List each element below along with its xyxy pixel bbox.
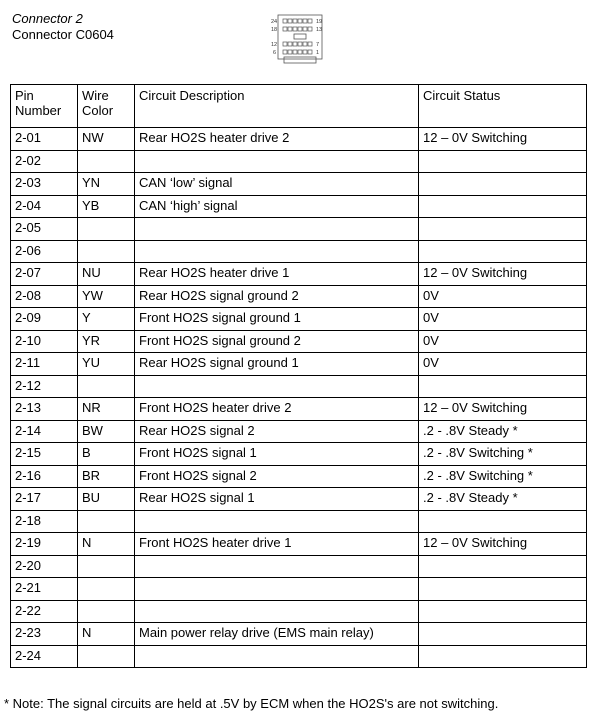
circuit-description-cell: Front HO2S signal 2 xyxy=(135,465,419,488)
circuit-status-cell xyxy=(419,195,587,218)
table-row xyxy=(11,353,587,376)
wire-color-cell xyxy=(78,578,135,601)
circuit-description-cell: Rear HO2S signal ground 2 xyxy=(135,285,419,308)
wire-color-cell xyxy=(78,645,135,668)
circuit-status-cell: 0V xyxy=(419,308,587,331)
pin-number-cell: 2-05 xyxy=(11,218,78,241)
wire-color-cell: BW xyxy=(78,420,135,443)
wire-color-cell xyxy=(78,218,135,241)
circuit-status-cell: 0V xyxy=(419,353,587,376)
pin-number-cell: 2-11 xyxy=(11,353,78,376)
circuit-description-cell xyxy=(135,510,419,533)
column-header-wire-color: Wire Color xyxy=(78,85,135,128)
table-row xyxy=(11,578,587,601)
circuit-description-cell: Rear HO2S heater drive 2 xyxy=(135,128,419,151)
circuit-status-cell: .2 - .8V Switching * xyxy=(419,465,587,488)
circuit-status-cell xyxy=(419,375,587,398)
circuit-status-cell xyxy=(419,623,587,646)
pin-number-cell: 2-12 xyxy=(11,375,78,398)
pin-number-cell: 2-08 xyxy=(11,285,78,308)
wire-color-cell: Y xyxy=(78,308,135,331)
column-header-pin-number: Pin Number xyxy=(11,85,78,128)
table-row xyxy=(11,600,587,623)
pin-number-cell: 2-07 xyxy=(11,263,78,286)
table-row xyxy=(11,420,587,443)
circuit-description-cell: CAN ‘low’ signal xyxy=(135,173,419,196)
table-row xyxy=(11,488,587,511)
circuit-status-cell xyxy=(419,173,587,196)
table-row xyxy=(11,128,587,151)
circuit-status-cell: 12 – 0V Switching xyxy=(419,263,587,286)
wire-color-cell: YN xyxy=(78,173,135,196)
circuit-status-cell xyxy=(419,600,587,623)
circuit-description-cell: Front HO2S heater drive 2 xyxy=(135,398,419,421)
wire-color-cell: NW xyxy=(78,128,135,151)
connector-title: Connector 2 xyxy=(12,11,83,26)
wire-color-cell: YR xyxy=(78,330,135,353)
circuit-status-cell: .2 - .8V Steady * xyxy=(419,488,587,511)
pin-number-cell: 2-23 xyxy=(11,623,78,646)
circuit-description-cell xyxy=(135,555,419,578)
wire-color-cell: B xyxy=(78,443,135,466)
pin-table xyxy=(10,84,587,668)
pin-number-cell: 2-10 xyxy=(11,330,78,353)
circuit-description-cell xyxy=(135,240,419,263)
circuit-description-cell: Front HO2S signal ground 1 xyxy=(135,308,419,331)
footnote: * Note: The signal circuits are held at .5V by ECM when the HO2S's are not switching. xyxy=(4,696,499,711)
table-header-row xyxy=(11,85,587,128)
circuit-description-cell xyxy=(135,218,419,241)
pin-label: 19 xyxy=(316,19,323,25)
table-row xyxy=(11,173,587,196)
table-row xyxy=(11,555,587,578)
pin-label: 12 xyxy=(271,42,278,48)
table-row xyxy=(11,375,587,398)
wire-color-cell: YW xyxy=(78,285,135,308)
pin-number-cell: 2-03 xyxy=(11,173,78,196)
circuit-status-cell: 0V xyxy=(419,330,587,353)
table-row xyxy=(11,240,587,263)
pin-number-cell: 2-17 xyxy=(11,488,78,511)
pin-number-cell: 2-01 xyxy=(11,128,78,151)
pin-number-cell: 2-13 xyxy=(11,398,78,421)
circuit-status-cell xyxy=(419,645,587,668)
table-row xyxy=(11,263,587,286)
pin-number-cell: 2-06 xyxy=(11,240,78,263)
circuit-status-cell: 12 – 0V Switching xyxy=(419,398,587,421)
connector-pinout-diagram xyxy=(267,13,331,65)
table-row xyxy=(11,465,587,488)
table-row xyxy=(11,623,587,646)
pin-number-cell: 2-14 xyxy=(11,420,78,443)
circuit-status-cell xyxy=(419,240,587,263)
wire-color-cell: YU xyxy=(78,353,135,376)
table-row xyxy=(11,195,587,218)
table-row xyxy=(11,330,587,353)
circuit-description-cell: Front HO2S signal ground 2 xyxy=(135,330,419,353)
table-row xyxy=(11,285,587,308)
table-row xyxy=(11,533,587,556)
column-header-circuit-status: Circuit Status xyxy=(419,85,587,128)
pin-label: 13 xyxy=(316,27,323,33)
circuit-status-cell: 12 – 0V Switching xyxy=(419,533,587,556)
pin-number-cell: 2-02 xyxy=(11,150,78,173)
wire-color-cell: BR xyxy=(78,465,135,488)
table-row xyxy=(11,398,587,421)
connector-id: Connector C0604 xyxy=(12,27,114,42)
pin-number-cell: 2-24 xyxy=(11,645,78,668)
circuit-description-cell xyxy=(135,150,419,173)
circuit-description-cell: Front HO2S heater drive 1 xyxy=(135,533,419,556)
wire-color-cell xyxy=(78,555,135,578)
pin-label: 1 xyxy=(316,50,320,56)
circuit-description-cell: Front HO2S signal 1 xyxy=(135,443,419,466)
circuit-status-cell xyxy=(419,150,587,173)
pin-label: 6 xyxy=(273,50,277,56)
table-row xyxy=(11,150,587,173)
table-row xyxy=(11,308,587,331)
wire-color-cell xyxy=(78,375,135,398)
pin-label: 24 xyxy=(271,19,278,25)
circuit-status-cell: .2 - .8V Steady * xyxy=(419,420,587,443)
wire-color-cell: NR xyxy=(78,398,135,421)
pin-number-cell: 2-22 xyxy=(11,600,78,623)
circuit-status-cell: 12 – 0V Switching xyxy=(419,128,587,151)
pin-number-cell: 2-15 xyxy=(11,443,78,466)
table-row xyxy=(11,645,587,668)
wire-color-cell: BU xyxy=(78,488,135,511)
circuit-status-cell xyxy=(419,510,587,533)
wire-color-cell xyxy=(78,510,135,533)
column-header-circuit-description: Circuit Description xyxy=(135,85,419,128)
circuit-description-cell xyxy=(135,645,419,668)
circuit-description-cell xyxy=(135,375,419,398)
pin-number-cell: 2-19 xyxy=(11,533,78,556)
circuit-description-cell: Rear HO2S signal 1 xyxy=(135,488,419,511)
wire-color-cell: N xyxy=(78,533,135,556)
pin-number-cell: 2-04 xyxy=(11,195,78,218)
circuit-description-cell: Rear HO2S heater drive 1 xyxy=(135,263,419,286)
table-row xyxy=(11,443,587,466)
pin-number-cell: 2-18 xyxy=(11,510,78,533)
table-row xyxy=(11,218,587,241)
circuit-description-cell xyxy=(135,578,419,601)
table-row xyxy=(11,510,587,533)
circuit-description-cell: Rear HO2S signal ground 1 xyxy=(135,353,419,376)
circuit-description-cell: Rear HO2S signal 2 xyxy=(135,420,419,443)
pin-number-cell: 2-09 xyxy=(11,308,78,331)
circuit-description-cell: Main power relay drive (EMS main relay) xyxy=(135,623,419,646)
pin-number-cell: 2-16 xyxy=(11,465,78,488)
circuit-status-cell xyxy=(419,555,587,578)
pin-label: 18 xyxy=(271,27,278,33)
circuit-status-cell xyxy=(419,218,587,241)
circuit-status-cell xyxy=(419,578,587,601)
wire-color-cell: YB xyxy=(78,195,135,218)
circuit-description-cell xyxy=(135,600,419,623)
wire-color-cell xyxy=(78,600,135,623)
wire-color-cell xyxy=(78,150,135,173)
wire-color-cell xyxy=(78,240,135,263)
pin-number-cell: 2-21 xyxy=(11,578,78,601)
pin-number-cell: 2-20 xyxy=(11,555,78,578)
circuit-description-cell: CAN ‘high’ signal xyxy=(135,195,419,218)
wire-color-cell: N xyxy=(78,623,135,646)
circuit-status-cell: 0V xyxy=(419,285,587,308)
wire-color-cell: NU xyxy=(78,263,135,286)
pin-label: 7 xyxy=(316,42,320,48)
circuit-status-cell: .2 - .8V Switching * xyxy=(419,443,587,466)
